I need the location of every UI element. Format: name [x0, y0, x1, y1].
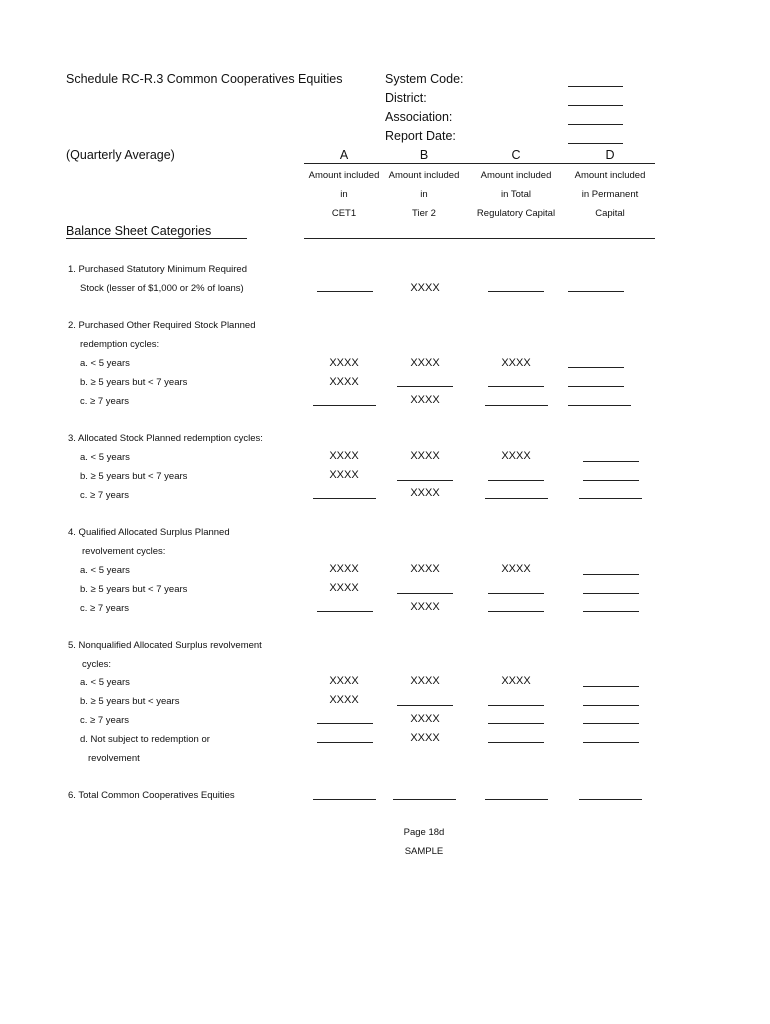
input-cell[interactable] — [317, 291, 373, 292]
row-label: c. ≥ 7 years — [80, 396, 130, 407]
input-cell[interactable] — [583, 593, 639, 594]
input-cell[interactable] — [488, 723, 544, 724]
row-label: c. ≥ 7 years — [80, 490, 130, 501]
row-label: b. ≥ 5 years but < 7 years — [80, 471, 188, 482]
xxxx-cell: XXXX — [410, 563, 440, 575]
row-label: b. ≥ 5 years but < 7 years — [80, 584, 188, 595]
column-header-bottom-rule — [304, 238, 655, 239]
input-cell[interactable] — [317, 611, 373, 612]
section-heading: Balance Sheet Categories — [66, 224, 212, 238]
column-letter-d: D — [605, 148, 615, 162]
column-header-top-rule — [304, 163, 655, 164]
input-cell[interactable] — [485, 799, 548, 800]
input-cell[interactable] — [488, 480, 544, 481]
column-letter-a: A — [339, 148, 349, 162]
column-b-line-3: Tier 2 — [412, 208, 436, 219]
input-cell[interactable] — [313, 405, 376, 406]
xxxx-cell: XXXX — [410, 675, 440, 687]
row-label: 3. Allocated Stock Planned redemption cycles: — [68, 433, 263, 444]
input-cell[interactable] — [397, 705, 453, 706]
input-cell[interactable] — [313, 498, 376, 499]
column-b-line-2: in — [420, 189, 428, 200]
system-code-label: System Code: — [385, 72, 464, 86]
input-cell[interactable] — [579, 498, 642, 499]
input-cell[interactable] — [583, 742, 639, 743]
xxxx-cell: XXXX — [410, 450, 440, 462]
xxxx-cell: XXXX — [410, 601, 440, 613]
report-date-label: Report Date: — [385, 129, 456, 143]
xxxx-cell: XXXX — [501, 563, 531, 575]
xxxx-cell: XXXX — [329, 694, 359, 706]
sample-watermark: SAMPLE — [404, 846, 444, 857]
row-label: c. ≥ 7 years — [80, 603, 130, 614]
xxxx-cell: XXXX — [410, 732, 440, 744]
row-label: a. < 5 years — [80, 565, 130, 576]
input-cell[interactable] — [568, 386, 624, 387]
row-label: c. ≥ 7 years — [80, 715, 130, 726]
row-label: revolvement cycles: — [82, 546, 166, 557]
xxxx-cell: XXXX — [329, 469, 359, 481]
xxxx-cell: XXXX — [329, 563, 359, 575]
row-label: 4. Qualified Allocated Surplus Planned — [68, 527, 230, 538]
row-label: Stock (lesser of $1,000 or 2% of loans) — [80, 283, 244, 294]
column-a-line-1: Amount included — [308, 170, 380, 181]
xxxx-cell: XXXX — [329, 582, 359, 594]
section-heading-rule — [66, 238, 247, 239]
input-cell[interactable] — [488, 742, 544, 743]
input-cell[interactable] — [568, 291, 624, 292]
district-label: District: — [385, 91, 427, 105]
column-b-line-1: Amount included — [388, 170, 460, 181]
xxxx-cell: XXXX — [329, 357, 359, 369]
column-letter-c: C — [511, 148, 521, 162]
column-c-line-2: in Total — [501, 189, 531, 200]
column-d-line-2: in Permanent — [581, 189, 639, 200]
association-label: Association: — [385, 110, 453, 124]
association-field[interactable] — [568, 124, 623, 125]
input-cell[interactable] — [583, 705, 639, 706]
input-cell[interactable] — [397, 480, 453, 481]
page-title: Schedule RC-R.3 Common Cooperatives Equities — [66, 72, 343, 86]
xxxx-cell: XXXX — [501, 675, 531, 687]
row-label: a. < 5 years — [80, 677, 130, 688]
input-cell[interactable] — [488, 611, 544, 612]
column-d-line-1: Amount included — [574, 170, 646, 181]
input-cell[interactable] — [485, 405, 548, 406]
row-label: 5. Nonqualified Allocated Surplus revolvement — [68, 640, 262, 651]
column-c-line-3: Regulatory Capital — [476, 208, 556, 219]
input-cell[interactable] — [397, 593, 453, 594]
input-cell[interactable] — [397, 386, 453, 387]
xxxx-cell: XXXX — [501, 357, 531, 369]
input-cell[interactable] — [488, 593, 544, 594]
column-d-line-3: Capital — [595, 208, 625, 219]
input-cell[interactable] — [583, 461, 639, 462]
row-label: cycles: — [82, 659, 112, 670]
row-label: b. ≥ 5 years but < 7 years — [80, 377, 188, 388]
input-cell[interactable] — [488, 386, 544, 387]
xxxx-cell: XXXX — [410, 487, 440, 499]
xxxx-cell: XXXX — [410, 713, 440, 725]
input-cell[interactable] — [583, 480, 639, 481]
input-cell[interactable] — [583, 686, 639, 687]
row-label: d. Not subject to redemption or — [80, 734, 210, 745]
input-cell[interactable] — [583, 574, 639, 575]
input-cell[interactable] — [485, 498, 548, 499]
report-date-field[interactable] — [568, 143, 623, 144]
xxxx-cell: XXXX — [329, 376, 359, 388]
input-cell[interactable] — [583, 723, 639, 724]
row-label: a. < 5 years — [80, 452, 130, 463]
xxxx-cell: XXXX — [329, 675, 359, 687]
column-letter-b: B — [419, 148, 429, 162]
input-cell[interactable] — [579, 799, 642, 800]
xxxx-cell: XXXX — [410, 282, 440, 294]
xxxx-cell: XXXX — [329, 450, 359, 462]
input-cell[interactable] — [583, 611, 639, 612]
row-label: redemption cycles: — [80, 339, 160, 350]
xxxx-cell: XXXX — [410, 357, 440, 369]
input-cell[interactable] — [393, 799, 456, 800]
row-label: 1. Purchased Statutory Minimum Required — [68, 264, 247, 275]
input-cell[interactable] — [568, 405, 631, 406]
column-c-line-1: Amount included — [480, 170, 552, 181]
input-cell[interactable] — [488, 705, 544, 706]
row-label: b. ≥ 5 years but < years — [80, 696, 180, 707]
xxxx-cell: XXXX — [501, 450, 531, 462]
input-cell[interactable] — [488, 291, 544, 292]
xxxx-cell: XXXX — [410, 394, 440, 406]
row-label: 2. Purchased Other Required Stock Planned — [68, 320, 256, 331]
system-code-field[interactable] — [568, 86, 623, 87]
row-label: revolvement — [88, 753, 140, 764]
column-a-line-2: in — [340, 189, 348, 200]
district-field[interactable] — [568, 105, 623, 106]
input-cell[interactable] — [568, 367, 624, 368]
page-number: Page 18d — [403, 827, 445, 838]
column-a-line-3: CET1 — [331, 208, 357, 219]
input-cell[interactable] — [317, 742, 373, 743]
row-label: a. < 5 years — [80, 358, 130, 369]
input-cell[interactable] — [317, 723, 373, 724]
quarterly-average-label: (Quarterly Average) — [66, 148, 175, 162]
input-cell[interactable] — [313, 799, 376, 800]
row-label: 6. Total Common Cooperatives Equities — [68, 790, 235, 801]
